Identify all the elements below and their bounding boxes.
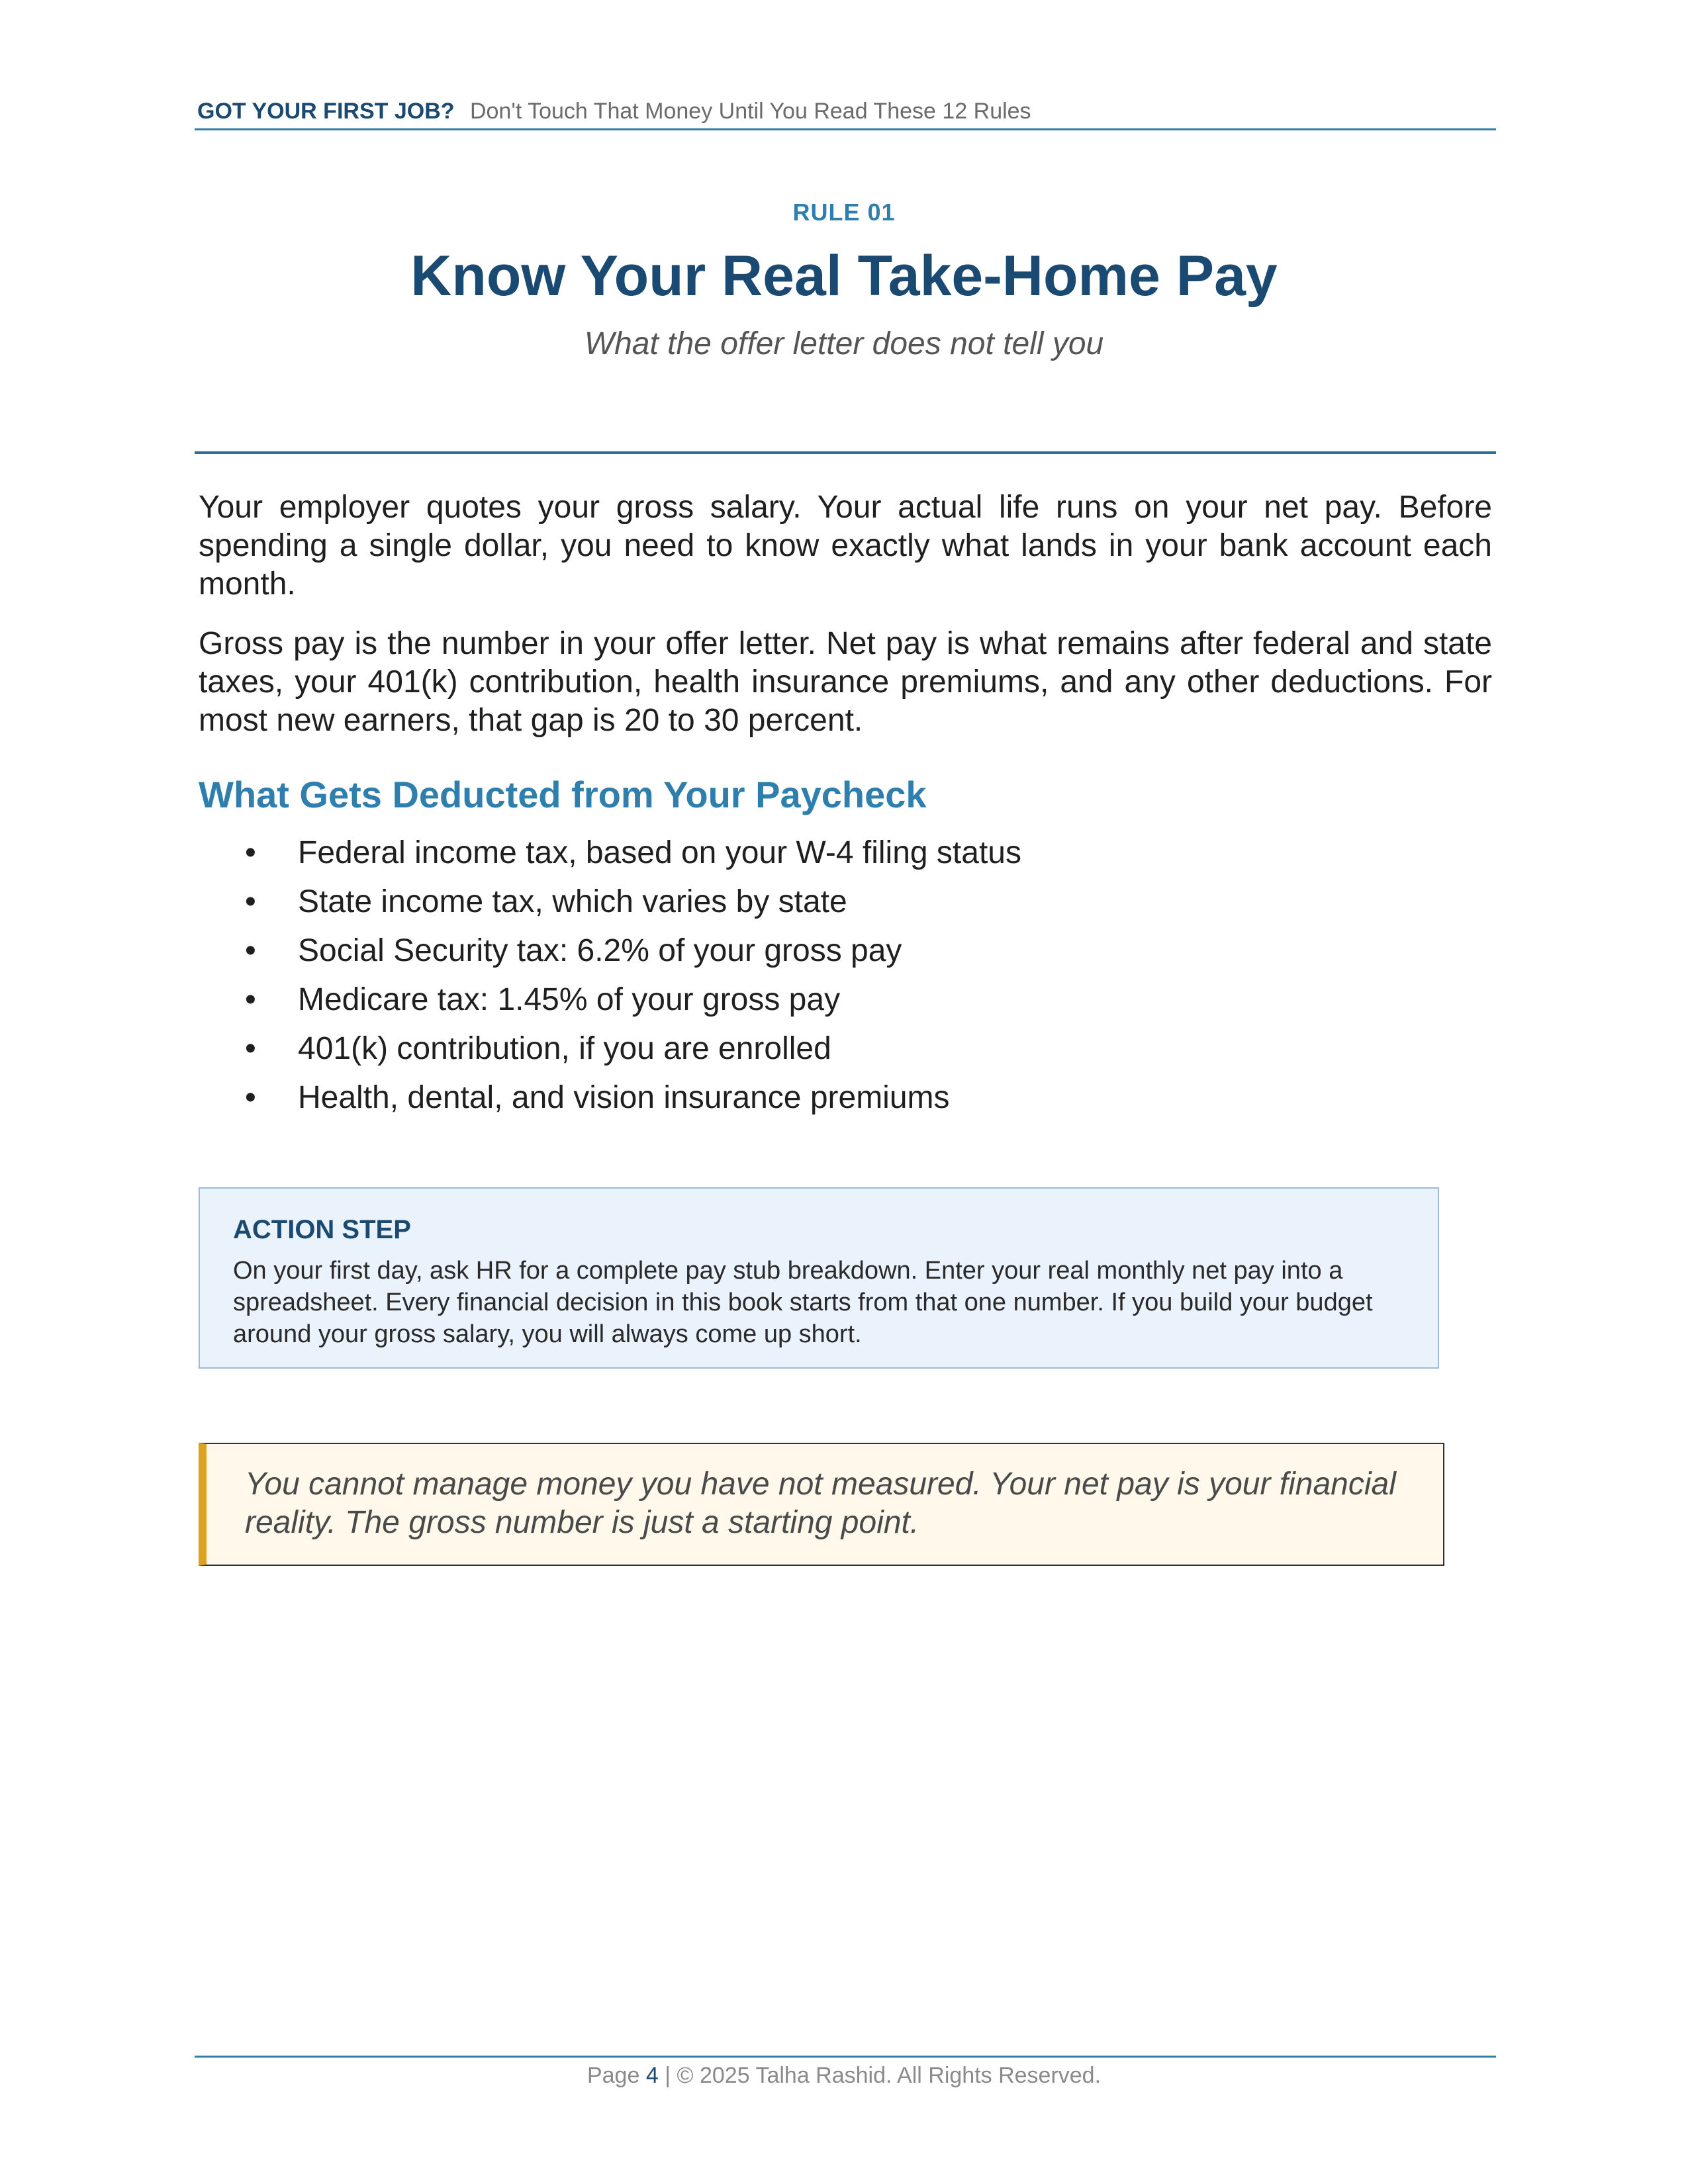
page-subtitle: What the offer letter does not tell you [584,326,1104,361]
footer-copyright: © 2025 Talha Rashid. All Rights Reserved. [677,2063,1102,2088]
page-footer [0,2060,1688,2091]
list-item [199,878,1456,927]
footer-separator: | [665,2063,671,2088]
body-paragraph-2: Gross pay is the number in your offer letter. Net pay is what remains after federal and state taxes, your 401(k) contribution, health insurance premiums, and any other deductions. For most new earners, that gap is 20 to 30 percent. [199,626,1492,738]
bullet-icon: • [245,884,256,919]
title-divider [195,451,1496,454]
footer-page-label: Page [586,2063,640,2088]
page-number: 4 [645,2063,659,2088]
deductions-list [199,829,1456,1122]
section-heading-deductions: What Gets Deducted from Your Paycheck [199,774,927,815]
list-item-text: State income tax, which varies by state [298,884,847,919]
footer-divider [195,2056,1496,2058]
list-item-text: Medicare tax: 1.45% of your gross pay [298,982,841,1017]
action-step-text: On your first day, ask HR for a complete pay stub breakdown. Enter your real monthly net pay into a spreadsheet. Every financial decision in this book starts from that one number. If you build your budget around your gross salary, you will always come up short. [233,1257,1373,1348]
pull-quote-text: You cannot manage money you have not measured. Your net pay is your financial reality. The gross number is just a starting point. [245,1467,1396,1540]
list-item [199,976,1456,1024]
bullet-icon: • [245,835,256,870]
list-item [199,1024,1456,1073]
header-divider [195,128,1496,130]
list-item [199,829,1456,878]
page-title: Know Your Real Take-Home Pay [410,244,1278,308]
action-step-title: ACTION STEP [233,1215,411,1244]
bullet-icon: • [245,1080,256,1115]
action-step-box [199,1187,1439,1369]
pull-quote [199,1443,1444,1566]
list-item-text: Health, dental, and vision insurance premiums [298,1080,950,1115]
bullet-icon: • [245,1031,256,1066]
bullet-icon: • [245,982,256,1017]
bullet-icon: • [245,933,256,968]
rule-label: RULE 01 [792,199,896,226]
header-brand: GOT YOUR FIRST JOB? [197,99,455,124]
list-item-text: Social Security tax: 6.2% of your gross pay [298,933,902,968]
list-item-text: Federal income tax, based on your W-4 filing status [298,835,1021,870]
list-item [199,927,1456,976]
list-item-text: 401(k) contribution, if you are enrolled [298,1031,831,1066]
body-paragraph-1: Your employer quotes your gross salary. Your actual life runs on your net pay. Before spending a single dollar, you need to know exactly what lands in your bank account each month. [199,490,1492,602]
header-tagline: Don't Touch That Money Until You Read These 12 Rules [469,99,1031,124]
running-header [197,97,1493,126]
list-item [199,1073,1456,1122]
